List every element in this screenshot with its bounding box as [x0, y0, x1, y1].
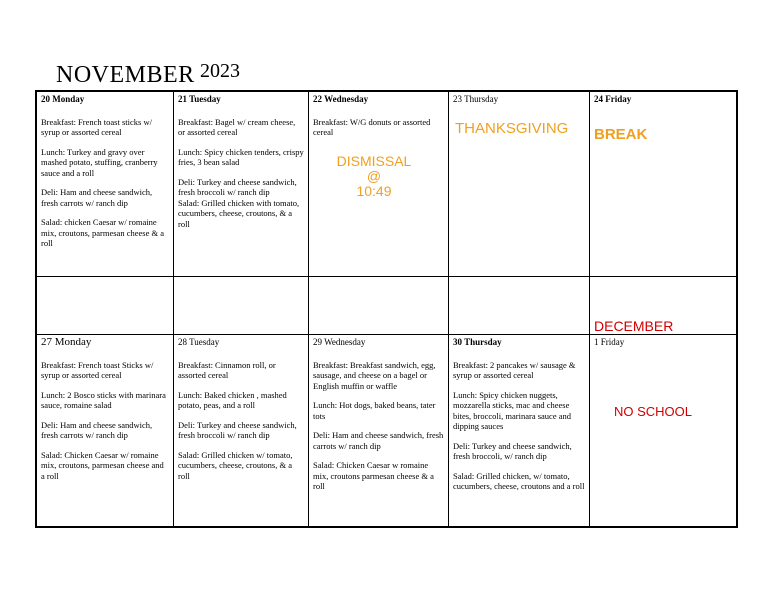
- day-cell-nov-29: [309, 335, 448, 527]
- lunch-item: Lunch: Spicy chicken nuggets, mozzarella sticks, mac and cheese bites, broccoli, marinara sauce and dipping sauces: [453, 389, 572, 431]
- salad-item: Salad: Chicken Caesar w/ romaine mix, croutons, parmesan cheese and a roll: [41, 449, 164, 481]
- day-heading: 29 Wednesday: [313, 337, 366, 347]
- deli-item: Deli: Turkey and cheese sandwich, fresh broccoli w/ ranch dip: [178, 176, 297, 197]
- deli-item: Deli: Turkey and cheese sandwich, fresh broccoli, w/ ranch dip: [453, 440, 572, 461]
- breakfast-item: Breakfast: Bagel w/ cream cheese, or assorted cereal: [178, 116, 296, 137]
- deli-item: Deli: Turkey and cheese sandwich, fresh broccoli w/ ranch dip: [178, 419, 297, 440]
- salad-item: Salad: Grilled chicken, w/ tomato, cucumbers, cheese, croutons and a roll: [453, 470, 585, 491]
- no-school-label: NO SCHOOL: [614, 404, 693, 419]
- year: 2023: [200, 60, 240, 82]
- breakfast-item: Breakfast: 2 pancakes w/ sausage & syrup or assorted cereal: [453, 359, 576, 380]
- salad-item: Salad: chicken Caesar w/ romaine mix, croutons, parmesan cheese & a roll: [41, 217, 164, 248]
- deli-item: Deli: Ham and cheese sandwich, fresh carrots w/ ranch dip: [41, 419, 153, 440]
- day-cell-nov-22: [309, 92, 448, 276]
- breakfast-item: Breakfast: French toast sticks w/ syrup or assorted cereal: [41, 116, 152, 137]
- lunch-item: Lunch: 2 Bosco sticks with marinara sauce, romaine salad: [41, 389, 166, 410]
- salad-item: Salad: Grilled chicken with tomato, cucumbers, cheese, croutons, & a roll: [178, 197, 300, 229]
- dismissal-label: DISMISSAL: [336, 153, 412, 169]
- day-cell-nov-27: [37, 335, 173, 527]
- month-name: NOVEMBER: [56, 62, 195, 88]
- day-heading: 30 Thursday: [453, 337, 502, 347]
- day-heading: 21 Tuesday: [178, 94, 221, 104]
- day-heading: 24 Friday: [594, 94, 632, 104]
- deli-item: Deli: Ham and cheese sandwich, fresh carrots w/ ranch dip: [313, 430, 444, 451]
- day-heading: 1 Friday: [594, 337, 625, 347]
- dismissal-at: @: [366, 168, 382, 184]
- lunch-item: Lunch: Turkey and gravy over mashed potato, stuffing, cranberry sauce and a roll: [41, 146, 158, 178]
- day-cell-nov-21: [174, 92, 308, 276]
- day-cell-nov-24: [590, 92, 736, 276]
- day-cell-nov-20: [37, 92, 173, 276]
- day-cell-nov-23: [449, 92, 589, 276]
- dismissal-time: 10:49: [356, 183, 392, 199]
- day-heading: 27 Monday: [41, 336, 92, 348]
- day-heading: 28 Tuesday: [178, 337, 220, 347]
- lunch-item: Lunch: Spicy chicken tenders, crispy fries, 3 bean salad: [178, 146, 304, 167]
- deli-item: Deli: Ham and cheese sandwich, fresh carrots w/ ranch dip: [41, 187, 153, 208]
- salad-item: Salad: Chicken Caesar w romaine mix, croutons parmesan cheese & a roll: [313, 460, 434, 491]
- break-label: BREAK: [594, 126, 648, 143]
- breakfast-item: Breakfast: Breakfast sandwich, egg, sausage, and cheese on a bagel or English muffin or waffle: [313, 359, 436, 391]
- breakfast-item: Breakfast: French toast Sticks w/ syrup or assorted cereal: [41, 359, 154, 380]
- lunch-item: Lunch: Baked chicken , mashed potato, peas, and a roll: [178, 389, 287, 410]
- salad-item: Salad: Grilled chicken w/ tomato, cucumbers, cheese, croutons, & a roll: [178, 449, 293, 481]
- day-cell-nov-30: [449, 335, 589, 527]
- lunch-item: Lunch: Hot dogs, baked beans, tater tots: [313, 400, 436, 421]
- day-heading: 20 Monday: [41, 94, 85, 104]
- day-cell-nov-28: [174, 335, 308, 527]
- day-cell-dec-1: [590, 335, 736, 527]
- thanksgiving-label: THANKSGIVING: [455, 120, 569, 137]
- breakfast-item: Breakfast: W/G donuts or assorted cereal: [313, 116, 431, 137]
- december-label: DECEMBER: [594, 318, 674, 334]
- calendar-grid: [35, 90, 738, 528]
- day-heading: 22 Wednesday: [313, 94, 369, 104]
- day-heading: 23 Thursday: [453, 94, 499, 104]
- dismissal-notice: [329, 154, 419, 199]
- breakfast-item: Breakfast: Cinnamon roll, or assorted cereal: [178, 359, 276, 380]
- row-divider: [37, 276, 736, 277]
